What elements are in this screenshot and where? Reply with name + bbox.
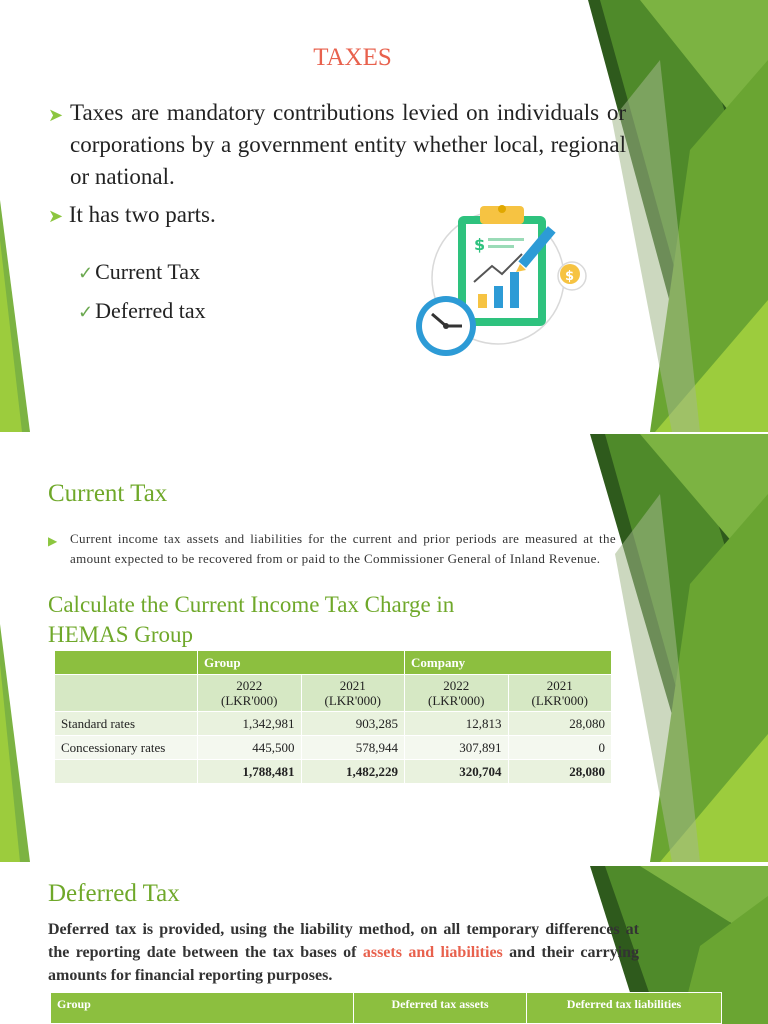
triangle-bullet-icon: ▶ [48,534,58,548]
paragraph-text: Deferred tax is provided, using the liability method, on all temporary differences at the reporting date between the tax bases of [48,921,639,961]
sub-bullet-deferred-tax [78,298,206,324]
company-header: Company [405,651,612,675]
table-cell: 1,342,981 [198,712,302,736]
column-header: Deferred tax liabilities [527,993,722,1024]
table-header-row [55,651,612,675]
bullet-current-tax-definition [48,529,616,569]
slide-title: Deferred Tax [48,880,180,907]
table-total-row [55,760,612,784]
table-cell: 903,285 [301,712,405,736]
table-cell: 28,080 [508,760,612,784]
sub-bullet-text: Current Tax [95,259,201,284]
table-cell: 1,788,481 [198,760,302,784]
column-header: 2021 (LKR'000) [301,675,405,712]
table-cell: 12,813 [405,712,509,736]
slide-taxes [0,0,768,432]
sub-bullet-current-tax [78,259,200,285]
heading-line: Calculate the Current Income Tax Charge in [48,592,455,617]
column-header: Group [51,993,354,1024]
deferred-tax-paragraph [48,918,639,987]
check-icon: ✓ [78,263,94,283]
income-tax-table [54,650,612,784]
calculation-heading [48,590,454,650]
slide-title: TAXES [313,44,392,71]
table-row [55,712,612,736]
table-header-row [51,993,722,1024]
table-cell: 445,500 [198,736,302,760]
table-cell: 28,080 [508,712,612,736]
bullet-taxes-definition [48,97,626,193]
bullet-text: Taxes are mandatory contributions levied on individuals or corporations by a government entity whether local, regional or national. [70,100,626,189]
check-icon: ✓ [78,302,94,322]
highlighted-text: assets and liabilities [362,944,503,961]
tax-clipboard-illustration [410,196,595,366]
table-cell [55,675,198,712]
bullet-two-parts [48,199,216,232]
table-row [55,736,612,760]
sub-bullet-text: Deferred tax [95,298,206,323]
group-header: Group [198,651,405,675]
row-label: Standard rates [55,712,198,736]
slide-title: Current Tax [48,480,168,507]
bullet-text: It has two parts. [68,202,216,227]
table-subheader-row [55,675,612,712]
heading-line: HEMAS Group [48,622,194,647]
arrow-bullet-icon: ➤ [48,105,64,125]
arrow-bullet-icon: ➤ [48,206,64,226]
table-cell: 0 [508,736,612,760]
svg-text:$: $ [565,269,575,284]
bullet-text: Current income tax assets and liabilities for the current and prior periods are measured at the amount expected to be recovered from or paid to the Commissioner General of Inland Revenue. [70,531,616,566]
deferred-tax-table [50,992,722,1024]
table-cell: 320,704 [405,760,509,784]
column-header: 2022 (LKR'000) [198,675,302,712]
paragraph-text: and their carrying amounts for financial reporting purposes. [48,944,640,984]
table-cell: 307,891 [405,736,509,760]
table-cell [55,651,198,675]
column-header: Deferred tax assets [354,993,527,1024]
row-label: Concessionary rates [55,736,198,760]
column-header: 2022 (LKR'000) [405,675,509,712]
table-cell: 1,482,229 [301,760,405,784]
column-header: 2021 (LKR'000) [508,675,612,712]
svg-text:$: $ [474,235,486,254]
row-label [55,760,198,784]
table-cell: 578,944 [301,736,405,760]
